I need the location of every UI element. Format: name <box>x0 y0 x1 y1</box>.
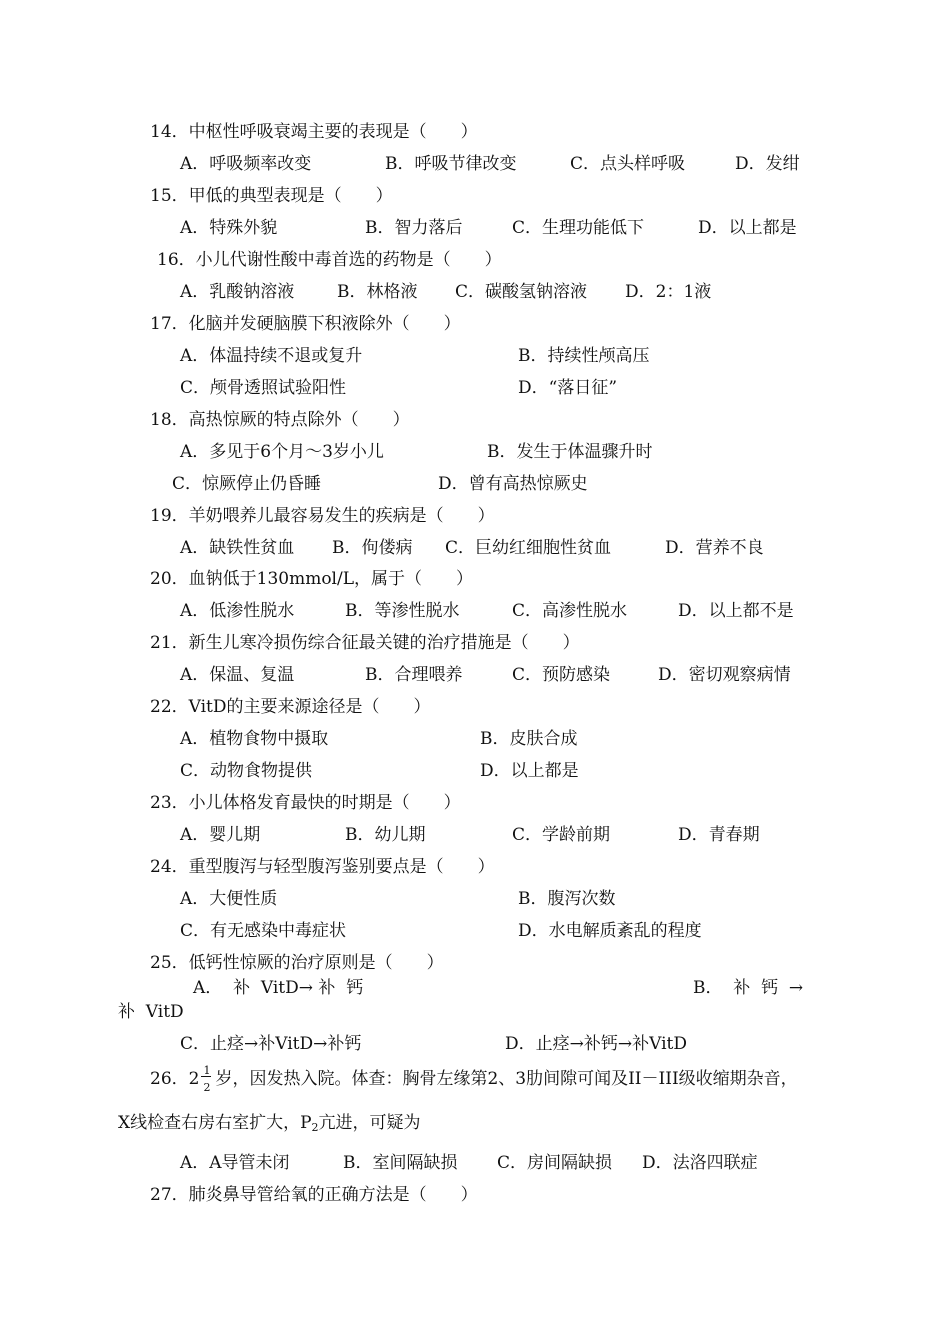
q25-option-c: C．止痉→补VitD→补钙 <box>180 1034 362 1054</box>
q18-option-a: A．多见于6个月～3岁小儿 <box>180 442 384 462</box>
q16-option-b: B．林格液 <box>337 282 418 302</box>
q14-option-c: C．点头样呼吸 <box>570 154 686 174</box>
q18-option-b: B．发生于体温骤升时 <box>487 442 653 462</box>
q20-option-b: B．等渗性脱水 <box>345 601 460 621</box>
q18-option-d: D．曾有高热惊厥史 <box>438 474 588 494</box>
q26-option-b: B．室间隔缺损 <box>343 1153 458 1173</box>
q26-line2-text: X线检查右房右室扩大，P <box>118 1113 312 1133</box>
q25-option-d: D．止痉→补钙→补VitD <box>505 1034 687 1054</box>
question-21-stem: 21．新生儿寒冷损伤综合征最关键的治疗措施是（ ） <box>150 633 580 653</box>
question-27-stem: 27．肺炎鼻导管给氧的正确方法是（ ） <box>150 1185 478 1205</box>
question-14-stem: 14．中枢性呼吸衰竭主要的表现是（ ） <box>150 122 478 142</box>
q26-subscript: 2 <box>311 1121 319 1134</box>
question-17-stem: 17．化脑并发硬脑膜下积液除外（ ） <box>150 314 461 334</box>
question-25-stem: 25．低钙性惊厥的治疗原则是（ ） <box>150 953 444 973</box>
q24-option-d: D．水电解质紊乱的程度 <box>518 921 702 941</box>
q14-option-a: A．呼吸频率改变 <box>180 154 312 174</box>
q25-option-b-continued: 补 VitD <box>118 1002 184 1022</box>
question-24-stem: 24．重型腹泻与轻型腹泻鉴别要点是（ ） <box>150 857 495 877</box>
q23-option-c: C．学龄前期 <box>512 825 611 845</box>
q24-option-c: C．有无感染中毒症状 <box>180 921 347 941</box>
q18-option-c: C．惊厥停止仍昏睡 <box>172 474 322 494</box>
q26-fraction <box>199 1064 215 1094</box>
question-22-stem: 22．VitD的主要来源途径是（ ） <box>150 697 431 717</box>
q21-option-b: B．合理喂养 <box>365 665 463 685</box>
q15-option-b: B．智力落后 <box>365 218 463 238</box>
question-19-stem: 19．羊奶喂养儿最容易发生的疾病是（ ） <box>150 506 495 526</box>
q24-option-b: B．腹泻次数 <box>518 889 616 909</box>
q26-number: 26．2 <box>150 1069 200 1089</box>
q26-option-c: C．房间隔缺损 <box>497 1153 613 1173</box>
q22-option-d: D．以上都是 <box>480 761 579 781</box>
q25-option-b: B． 补 钙 → <box>693 978 804 998</box>
q22-option-a: A．植物食物中摄取 <box>180 729 329 749</box>
q22-option-c: C．动物食物提供 <box>180 761 313 781</box>
q24-option-a: A．大便性质 <box>180 889 278 909</box>
question-26-stem-line2 <box>118 1112 421 1139</box>
q16-option-a: A．乳酸钠溶液 <box>180 282 295 302</box>
q23-option-b: B．幼儿期 <box>345 825 426 845</box>
fraction-denominator: 2 <box>203 1081 211 1094</box>
q26-option-a: A．A导管未闭 <box>180 1153 290 1173</box>
q20-option-c: C．高渗性脱水 <box>512 601 628 621</box>
question-18-stem: 18．高热惊厥的特点除外（ ） <box>150 410 410 430</box>
q19-option-c: C．巨幼红细胞性贫血 <box>445 538 612 558</box>
q25-option-a: A． 补 VitD→ 补 钙 <box>193 978 364 998</box>
q26-stem-rest: 岁，因发热入院。体查：胸骨左缘第2、3肋间隙可闻及II－III级收缩期杂音， <box>215 1069 798 1089</box>
question-23-stem: 23．小儿体格发育最快的时期是（ ） <box>150 793 461 813</box>
q20-option-a: A．低渗性脱水 <box>180 601 295 621</box>
q23-option-d: D．青春期 <box>678 825 760 845</box>
q17-option-d: D．“落日征” <box>518 378 618 398</box>
question-16-stem: 16．小儿代谢性酸中毒首选的药物是（ ） <box>157 250 502 270</box>
q15-option-d: D．以上都是 <box>698 218 797 238</box>
q16-option-c: C．碳酸氢钠溶液 <box>455 282 588 302</box>
q21-option-d: D．密切观察病情 <box>658 665 791 685</box>
q17-option-c: C．颅骨透照试验阳性 <box>180 378 347 398</box>
q20-option-d: D．以上都不是 <box>678 601 794 621</box>
q15-option-c: C．生理功能低下 <box>512 218 645 238</box>
q26-option-d: D．法洛四联症 <box>642 1153 758 1173</box>
q22-option-b: B．皮肤合成 <box>480 729 578 749</box>
q21-option-a: A．保温、复温 <box>180 665 295 685</box>
q19-option-a: A．缺铁性贫血 <box>180 538 295 558</box>
q17-option-a: A．体温持续不退或复升 <box>180 346 363 366</box>
q14-option-b: B．呼吸节律改变 <box>385 154 517 174</box>
q26-line2-rest: 亢进，可疑为 <box>318 1113 421 1133</box>
question-15-stem: 15．甲低的典型表现是（ ） <box>150 186 393 206</box>
question-26-stem <box>150 1064 798 1094</box>
q14-option-d: D．发绀 <box>735 154 800 174</box>
question-20-stem: 20．血钠低于130mmol/L，属于（ ） <box>150 569 474 589</box>
q23-option-a: A．婴儿期 <box>180 825 261 845</box>
q19-option-d: D．营养不良 <box>665 538 764 558</box>
q17-option-b: B．持续性颅高压 <box>518 346 650 366</box>
q21-option-c: C．预防感染 <box>512 665 611 685</box>
q16-option-d: D．2：1液 <box>625 282 712 302</box>
fraction-numerator: 1 <box>203 1064 211 1077</box>
q19-option-b: B．佝偻病 <box>332 538 413 558</box>
q15-option-a: A．特殊外貌 <box>180 218 278 238</box>
